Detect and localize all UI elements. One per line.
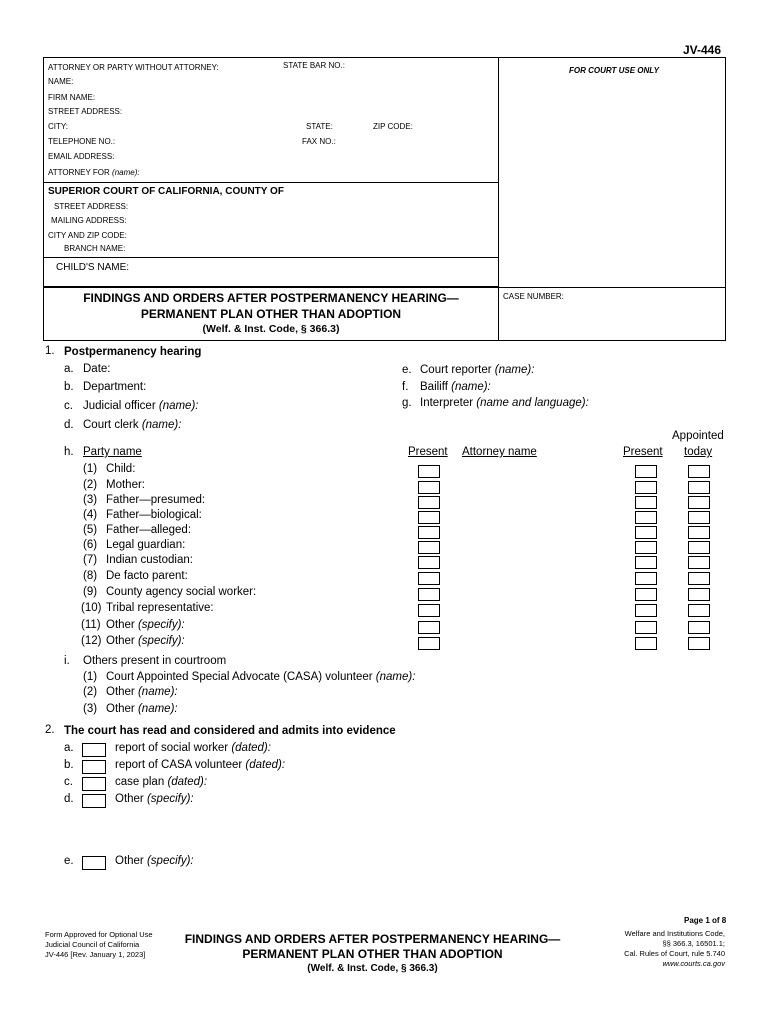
attorney-present-checkbox[interactable]: [635, 588, 657, 601]
court-street-label: STREET ADDRESS:: [54, 202, 129, 211]
street-label: STREET ADDRESS:: [48, 107, 123, 116]
party-row-number: (12): [81, 635, 102, 647]
evidence-label-text: report of CASA volunteer: [115, 759, 243, 771]
party-label-text: Other: [106, 635, 135, 647]
item-a-letter: a.: [64, 363, 74, 375]
attorney-name-header: Attorney name: [462, 446, 537, 458]
attorney-present-header: Present: [623, 446, 663, 458]
attorney-present-checkbox[interactable]: [635, 637, 657, 650]
footer-approval: Form Approved for Optional Use: [45, 930, 153, 939]
party-label-text: Tribal representative:: [106, 602, 214, 614]
party-row-number: (6): [83, 539, 98, 551]
party-row-number: (2): [83, 479, 98, 491]
date-label: Date:: [83, 363, 111, 375]
item-i-letter: i.: [64, 655, 70, 667]
item-f-letter: f.: [402, 381, 409, 393]
item-e-letter: e.: [402, 364, 412, 376]
party-row-number: (1): [83, 463, 98, 475]
party-row-number: (3): [83, 494, 98, 506]
attorney-present-checkbox[interactable]: [635, 465, 657, 478]
attorney-appointed-checkbox[interactable]: [688, 465, 710, 478]
party-row-label: [106, 619, 185, 631]
section-1-title: Postpermanency hearing: [64, 346, 202, 358]
court-reporter-label: Court reporter (name):: [420, 364, 535, 376]
footer-revision: JV-446 [Rev. January 1, 2023]: [45, 950, 146, 959]
court-branch-label: BRANCH NAME:: [64, 244, 126, 253]
item-b-letter: b.: [64, 381, 74, 393]
today-header: today: [684, 446, 713, 458]
others-label-specify: (name):: [375, 671, 416, 683]
evidence-label-text: report of social worker: [115, 742, 229, 754]
others-label-text: Court Appointed Special Advocate (CASA) volunteer: [106, 671, 373, 683]
form-number: JV-446: [683, 43, 722, 57]
evidence-item-letter: a.: [64, 742, 74, 754]
party-present-checkbox[interactable]: [418, 637, 440, 650]
party-row-number: (11): [81, 619, 101, 631]
others-row-number: (1): [83, 671, 98, 683]
attorney-present-checkbox[interactable]: [635, 572, 657, 585]
others-label-text: Other: [106, 686, 135, 698]
party-row-number: (8): [83, 570, 98, 582]
evidence-label-specify: (specify):: [146, 855, 194, 867]
page-number: Page 1 of 8: [684, 916, 727, 925]
others-row-label: [106, 686, 178, 698]
others-row-label: [106, 703, 178, 715]
footer-rules: Cal. Rules of Court, rule 5.740: [624, 949, 725, 958]
attorney-appointed-checkbox[interactable]: [688, 481, 710, 494]
party-present-checkbox[interactable]: [418, 511, 440, 524]
others-label-specify: (name):: [137, 686, 178, 698]
attorney-present-checkbox[interactable]: [635, 541, 657, 554]
case-number-label: CASE NUMBER:: [503, 292, 564, 301]
child-name-label: CHILD'S NAME:: [56, 262, 130, 273]
fax-label: FAX NO.:: [302, 137, 336, 146]
appointed-header: Appointed: [672, 430, 724, 442]
party-row-label: [106, 539, 185, 551]
party-present-checkbox[interactable]: [418, 604, 440, 617]
phone-label: TELEPHONE NO.:: [48, 137, 116, 146]
footer-title-2: PERMANENT PLAN OTHER THAN ADOPTION: [242, 947, 503, 961]
party-label-text: Indian custodian:: [106, 554, 193, 566]
party-label-text: Mother:: [106, 479, 145, 491]
evidence-item-label: [115, 742, 271, 754]
footer-left: [45, 930, 153, 960]
state-bar-label: STATE BAR NO.:: [283, 61, 345, 70]
attorney-appointed-checkbox[interactable]: [688, 526, 710, 539]
evidence-checkbox[interactable]: [82, 777, 106, 791]
others-label-specify: (name):: [137, 703, 178, 715]
evidence-item-letter: d.: [64, 793, 74, 805]
attorney-present-checkbox[interactable]: [635, 621, 657, 634]
court-clerk-label: Court clerk (name):: [83, 419, 182, 431]
footer-title-1: FINDINGS AND ORDERS AFTER POSTPERMANENCY HEARING—: [184, 932, 561, 946]
evidence-checkbox[interactable]: [82, 760, 106, 774]
evidence-label-text: Other: [115, 855, 144, 867]
court-mailing-label: MAILING ADDRESS:: [51, 216, 127, 225]
form-title-line-1: FINDINGS AND ORDERS AFTER POSTPERMANENCY HEARING—: [83, 291, 459, 305]
party-label-text: Child:: [106, 463, 136, 475]
attorney-for-label: ATTORNEY FOR (name):: [48, 168, 140, 177]
evidence-checkbox[interactable]: [82, 743, 106, 757]
party-present-checkbox[interactable]: [418, 526, 440, 539]
attorney-appointed-checkbox[interactable]: [688, 621, 710, 634]
evidence-item-label: [115, 855, 194, 867]
court-use-box: [498, 57, 726, 288]
party-present-checkbox[interactable]: [418, 481, 440, 494]
evidence-item-letter: e.: [64, 855, 74, 867]
evidence-item-letter: c.: [64, 776, 73, 788]
present-header: Present: [408, 446, 448, 458]
attorney-present-checkbox[interactable]: [635, 496, 657, 509]
party-present-checkbox[interactable]: [418, 541, 440, 554]
item-c-letter: c.: [64, 400, 73, 412]
party-row-number: (10): [81, 602, 102, 614]
party-label-text: Father—biological:: [106, 509, 202, 521]
party-label-text: Father—alleged:: [106, 524, 192, 536]
party-row-number: (4): [83, 509, 98, 521]
evidence-item-label: [115, 793, 194, 805]
evidence-checkbox[interactable]: [82, 856, 106, 870]
attorney-appointed-checkbox[interactable]: [688, 511, 710, 524]
name-label: NAME:: [48, 77, 74, 86]
party-row-label: [106, 554, 193, 566]
evidence-item-label: [115, 776, 207, 788]
footer-code: Welfare and Institutions Code,: [624, 929, 725, 938]
evidence-label-specify: (dated):: [231, 742, 271, 754]
attorney-box: [43, 57, 499, 183]
party-row-label: [106, 463, 135, 475]
party-row-label: [106, 570, 188, 582]
party-row-label: [106, 524, 191, 536]
attorney-appointed-checkbox[interactable]: [688, 541, 710, 554]
others-label-text: Other: [106, 703, 135, 715]
evidence-item-label: [115, 759, 285, 771]
evidence-label-specify: (dated):: [245, 759, 286, 771]
city-label: CITY:: [48, 122, 69, 131]
attorney-appointed-checkbox[interactable]: [688, 496, 710, 509]
form-title-line-2: PERMANENT PLAN OTHER THAN ADOPTION: [140, 307, 402, 321]
attorney-appointed-checkbox[interactable]: [688, 604, 710, 617]
courts-website-link[interactable]: www.courts.ca.gov: [662, 959, 725, 968]
party-row-label: [106, 602, 214, 614]
evidence-item-letter: b.: [64, 759, 74, 771]
party-present-checkbox[interactable]: [418, 496, 440, 509]
footer-title-3: (Welf. & Inst. Code, § 366.3): [307, 963, 438, 974]
footer-council: Judicial Council of California: [45, 940, 140, 949]
party-present-checkbox[interactable]: [418, 556, 440, 569]
others-present-label: Others present in courtroom: [83, 655, 227, 667]
section-2-title: The court has read and considered and admits into evidence: [64, 725, 396, 737]
attorney-appointed-checkbox[interactable]: [688, 572, 710, 585]
party-row-label: [106, 635, 185, 647]
party-label-text: Other: [106, 619, 135, 631]
party-row-number: (9): [83, 586, 98, 598]
party-row-label: [106, 494, 205, 506]
item-d-letter: d.: [64, 419, 74, 431]
party-label-specify: (specify):: [137, 635, 185, 647]
attorney-present-checkbox[interactable]: [635, 526, 657, 539]
evidence-checkbox[interactable]: [82, 794, 106, 808]
party-label-specify: (specify):: [137, 619, 185, 631]
evidence-label-text: case plan: [115, 776, 165, 788]
party-label-text: De facto parent:: [106, 570, 188, 582]
footer-right: [590, 929, 725, 969]
judicial-officer-label: Judicial officer (name):: [83, 400, 199, 412]
attorney-appointed-checkbox[interactable]: [688, 556, 710, 569]
party-row-label: [106, 479, 145, 491]
party-present-checkbox[interactable]: [418, 621, 440, 634]
form-title-line-3: (Welf. & Inst. Code, § 366.3): [202, 323, 340, 335]
section-1-number: 1.: [45, 345, 55, 357]
state-label: STATE:: [306, 122, 333, 131]
evidence-label-text: Other: [115, 793, 144, 805]
party-present-checkbox[interactable]: [418, 572, 440, 585]
party-row-number: (5): [83, 524, 98, 536]
attorney-appointed-checkbox[interactable]: [688, 588, 710, 601]
party-label-text: County agency social worker:: [106, 586, 257, 598]
others-row-number: (2): [83, 686, 98, 698]
attorney-present-checkbox[interactable]: [635, 481, 657, 494]
party-label-text: Father—presumed:: [106, 494, 206, 506]
court-use-label: FOR COURT USE ONLY: [569, 66, 659, 75]
party-row-number: (7): [83, 554, 98, 566]
zip-label: ZIP CODE:: [373, 122, 413, 131]
others-row-label: [106, 671, 415, 683]
party-name-header: Party name: [83, 446, 142, 458]
attorney-present-checkbox[interactable]: [635, 511, 657, 524]
attorney-appointed-checkbox[interactable]: [688, 637, 710, 650]
party-present-checkbox[interactable]: [418, 588, 440, 601]
item-g-letter: g.: [402, 397, 412, 409]
item-h-letter: h.: [64, 446, 74, 458]
party-label-text: Legal guardian:: [106, 539, 186, 551]
evidence-label-specify: (specify):: [146, 793, 194, 805]
party-present-checkbox[interactable]: [418, 465, 440, 478]
court-title: SUPERIOR COURT OF CALIFORNIA, COUNTY OF: [48, 186, 284, 197]
department-label: Department:: [83, 381, 147, 393]
attorney-header: ATTORNEY OR PARTY WITHOUT ATTORNEY:: [48, 63, 219, 72]
court-city-zip-label: CITY AND ZIP CODE:: [48, 231, 127, 240]
others-row-number: (3): [83, 703, 98, 715]
party-row-label: [106, 586, 256, 598]
footer-sections: §§ 366.3, 16501.1;: [662, 939, 725, 948]
evidence-label-specify: (dated):: [167, 776, 208, 788]
attorney-present-checkbox[interactable]: [635, 604, 657, 617]
email-label: EMAIL ADDRESS:: [48, 152, 115, 161]
interpreter-label: Interpreter (name and language):: [420, 397, 589, 409]
attorney-present-checkbox[interactable]: [635, 556, 657, 569]
section-2-number: 2.: [45, 724, 55, 736]
firm-label: FIRM NAME:: [48, 93, 96, 102]
party-row-label: [106, 509, 202, 521]
bailiff-label: Bailiff (name):: [420, 381, 491, 393]
